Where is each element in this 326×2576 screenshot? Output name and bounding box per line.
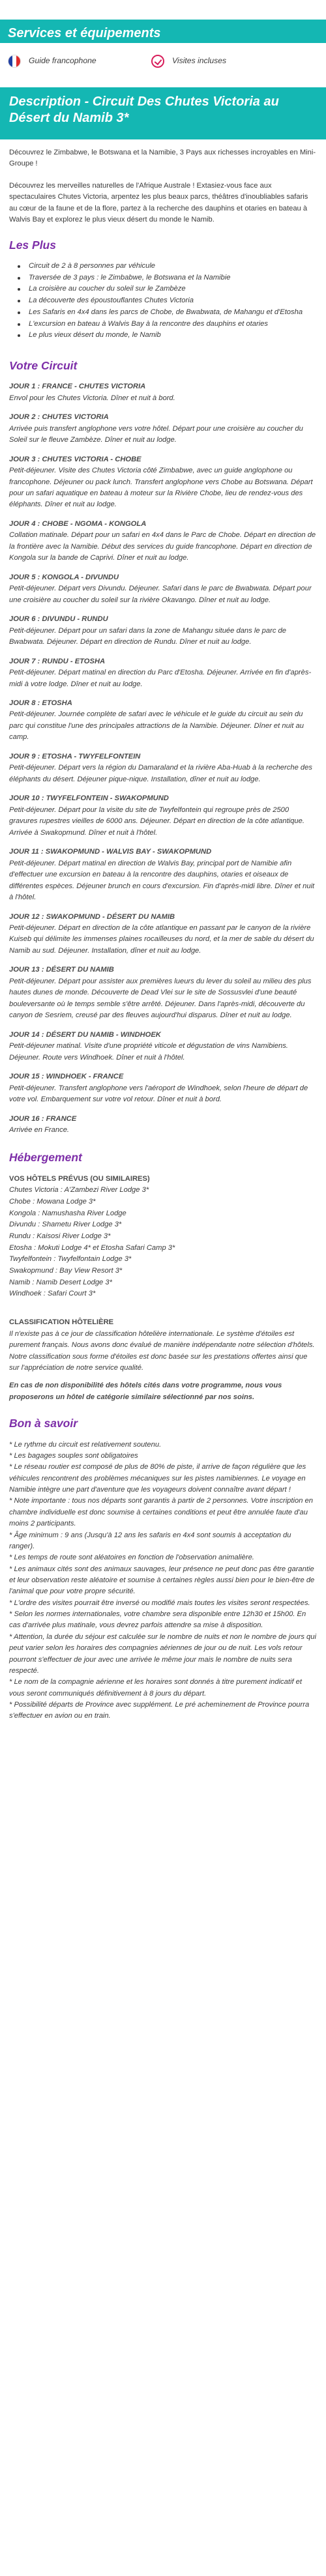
itinerary-day [9,412,317,446]
note-item: * Possibilité départs de Province avec supplément. Le pré acheminement de Province pourra s'effectuer en avion ou en train. [9,1700,310,1720]
day-text: Envol pour les Chutes Victoria. Dîner et nuit à bord. [9,394,175,402]
note-item: * Selon les normes internationales, votre chambre sera disponible entre 12h30 et 15h00. En cas d'arrivée plus matinale, vous devrez parfois attendre sa mise à disposition. [9,1610,306,1630]
day-text: Petit-déjeuner matinal. Visite d'une propriété viticole et dégustation de vins Namibiens. Déjeuner. Route vers Windhoek. Dîner et nuit à l'hôtel. [9,1042,288,1062]
hotel-item: Kongola : Namushasha River Lodge [9,1209,126,1217]
note-item: * Note importante : tous nos départs sont garantis à partir de 2 personnes. Votre inscription en chambre individuelle est donc soumise à certaines conditions et peut être annulée faute d'au moins 2 participants. [9,1497,313,1528]
itinerary-day [9,656,317,690]
hotel-item: Chobe : Mowana Lodge 3* [9,1197,96,1206]
day-title: JOUR 1 : FRANCE - CHUTES VICTORIA [9,383,146,391]
accommodation-title: Hébergement [9,1151,82,1165]
note-item: * Attention, la durée du séjour est calculée sur le nombre de nuits et non le nombre de jours qui peut varier selon les horaires des compagnies aériennes de jour ou de nuit. Les vols retour pourront s'effectuer de jour avec une arrivée le même jour mais le nombre de nuits sera respecté. [9,1632,316,1675]
note-item: * Âge minimum : 9 ans (Jusqu'à 12 ans les safaris en 4x4 sont soumis à acceptation du ranger). [9,1531,291,1550]
highlights-title: Les Plus [9,238,56,252]
day-text: Petit-déjeuner. Départ en direction de la côte atlantique en passant par le canyon de la rivière Kuiseb qui délimite les immenses plaines rocailleuses du nord, et la mer de sable du désert du Namib au sud. Déjeuner. Installation, dîner et nuit au lodge. [9,923,314,955]
itinerary-day [9,1030,317,1064]
highlights-list [9,261,317,341]
highlight-item: L'excursion en bateau à Walvis Bay à la rencontre des dauphins et otaries [9,319,317,330]
hotel-item: Rundu : Kaisosi River Lodge 3* [9,1232,111,1240]
itinerary-day [9,381,317,404]
note-item: * Les temps de route sont aléatoires en fonction de l'observation animalière. [9,1554,254,1562]
description-title: Description - Circuit Des Chutes Victoria au Désert du Namib 3* [9,94,279,126]
day-text: Petit-déjeuner. Départ matinal en direction de Walvis Bay, principal port de Namibie afin d'effectuer une excursion en bateau à la rencontre des dauphins, otaries et oiseaux de différentes espèces. Déjeuner brunch en cours d'excursion. Fin d'après-midi libre. Dîner et nuit à l'hôtel. [9,859,315,902]
highlight-item: Les Safaris en 4x4 dans les parcs de Chobe, de Bwabwata, de Mahangu et d'Etosha [9,307,317,319]
day-text: Collation matinale. Départ pour un safari en 4x4 dans le Parc de Chobe. Départ en direction de la frontière avec la Namibie. Début des services du guide francophone. Départ en direction de Kongola sur la bande de Caprivi. Dîner et nuit au lodge. [9,531,316,562]
day-title: JOUR 13 : DÉSERT DU NAMIB [9,966,114,974]
good-to-know-title: Bon à savoir [9,1417,78,1430]
hotel-item: Namib : Namib Desert Lodge 3* [9,1278,112,1286]
itinerary-day [9,614,317,648]
day-title: JOUR 16 : FRANCE [9,1114,77,1123]
french-flag-icon [8,55,21,68]
day-text: Petit-déjeuner. Visite des Chutes Victoria côté Zimbabwe, avec un guide anglophone ou francophone. Déjeuner ou pack lunch. Transfert anglophone vers Chobe au Botswana. Départ pour un safari aquatique en bateau à moteur sur la Rivière Chobe, lieu de rendez-vous des éléphants. Dîner et nuit au lodge. [9,467,313,509]
day-title: JOUR 12 : SWAKOPMUND - DÉSERT DU NAMIB [9,912,175,921]
day-title: JOUR 8 : ETOSHA [9,699,72,707]
services-header [0,20,326,43]
hotel-item: Chutes Victoria : A'Zambezi River Lodge 3* [9,1186,149,1194]
itinerary-title: Votre Circuit [9,358,78,372]
day-text: Petit-déjeuner. Départ matinal en direction du Parc d'Etosha. Déjeuner. Arrivée en fin d'après-midi à votre lodge. Dîner et nuit au lodge. [9,669,312,688]
day-text: Petit-déjeuner. Départ vers Divundu. Déjeuner. Safari dans le parc de Bwabwata. Départ pour une croisière au coucher du soleil sur la rivière Okavango. Dîner et nuit au lodge. [9,585,312,604]
highlight-item: Traversée de 3 pays : le Zimbabwe, le Botswana et la Namibie [9,272,317,284]
itinerary-day [9,912,317,957]
day-text: Petit-déjeuner. Départ pour assister aux premières lueurs du lever du soleil au milieu des plus hautes dunes de monde. Découverte de Dead Vlei sur le site de Sossusvlei d'une beauté bouleversante où le temps semble s'être arrêté. Déjeuner. Dans l'après-midi, découverte du canyon de Sesriem, creusé par des fleuves aujourd'hui disparus. Dîner et nuit au lodge. [9,977,312,1020]
day-text: Arrivée puis transfert anglophone vers votre hôtel. Départ pour une croisière au coucher du Soleil sur le fleuve Zambèze. Dîner et nuit au lodge. [9,424,303,444]
classification-title: CLASSIFICATION HÔTELIÈRE [9,1318,114,1327]
highlight-item: La découverte des époustouflantes Chutes Victoria [9,295,317,307]
description-body: Découvrez les merveilles naturelles de l'Afrique Australe ! Extasiez-vous face aux spectaculaires Chutes Victoria, arpentez les plus beaux parcs, théâtres d'inoubliables safaris au cœur de la faune et de la flore, partez à la recherche des dauphins et otaries en bateau à Walvis Bay et explorez le plus vieux désert du monde le Namib. [9,181,308,224]
day-title: JOUR 2 : CHUTES VICTORIA [9,413,109,422]
hotel-item: Twyfelfontein : Twyfelfontain Lodge 3* [9,1255,132,1264]
itinerary-day [9,572,317,606]
itinerary-day [9,847,317,903]
day-title: JOUR 6 : DIVUNDU - RUNDU [9,615,108,624]
day-title: JOUR 10 : TWYFELFONTEIN - SWAKOPMUND [9,794,169,803]
itinerary-day [9,519,317,564]
description-header [0,87,326,139]
day-title: JOUR 15 : WINDHOEK - FRANCE [9,1073,124,1081]
day-text: Petit-déjeuner. Transfert anglophone vers l'aéroport de Windhoek, selon l'heure de départ de votre vol. Embarquement sur votre vol retour. Dîner et nuit à bord. [9,1084,308,1104]
classification-notice: En cas de non disponibilité des hôtels cités dans votre programme, nous vous proposerons un hôtel de catégorie similaire sélectionné par nos soins. [9,1382,282,1401]
main-content [0,139,326,1722]
hotel-item: Divundu : Shametu River Lodge 3* [9,1221,122,1229]
service-item-guide [8,55,151,68]
day-title: JOUR 5 : KONGOLA - DIVUNDU [9,573,119,581]
day-text: Arrivée en France. [9,1126,70,1134]
day-title: JOUR 7 : RUNDU - ETOSHA [9,657,106,665]
highlight-item: Circuit de 2 à 8 personnes par véhicule [9,261,317,272]
itinerary-day [9,698,317,744]
itinerary-day [9,793,317,839]
note-item: * Le rythme du circuit est relativement soutenu. [9,1440,162,1449]
note-item: * L'ordre des visites pourrait être inversé ou modifié mais toutes les visites seront respectées. [9,1599,310,1607]
day-text: Petit-déjeuner. Départ pour la visite du site de Twyfelfontein qui regroupe près de 2500 gravures rupestres vieilles de 6000 ans. Déjeuner. Départ en direction de la côte atlantique. Arrivée à Swakopmund. Dîner et nuit à l'hôtel. [9,805,304,837]
itinerary-day [9,1071,317,1105]
visits-included-icon [151,55,164,68]
hotel-item: Swakopmund : Bay View Resort 3* [9,1267,123,1275]
highlight-item: La croisière au coucher du soleil sur le Zambèze [9,283,317,295]
classification-text: Il n'existe pas à ce jour de classification hôtelière internationale. Le système d'étoiles est purement français. Nous avons donc évalué de manière indépendante notre sélection d'hôtels. Notre classification sous forme d'étoiles est donc basée sur les prestations offertes ainsi que sur l'appréciation de notre service qualité. [9,1329,315,1372]
day-title: JOUR 14 : DÉSERT DU NAMIB - WINDHOEK [9,1030,161,1039]
itinerary-day [9,964,317,1021]
hotel-item: Etosha : Mokuti Lodge 4* et Etosha Safari Camp 3* [9,1243,175,1252]
itinerary-day [9,751,317,785]
hotels-title: VOS HÔTELS PRÉVUS (OU SIMILAIRES) [9,1174,150,1183]
note-item: * Les bagages souples sont obligatoires [9,1452,138,1460]
note-item: * Le nom de la compagnie aérienne et les horaires sont donnés à titre purement indicatif et vous seront communiqués définitivement à 8 jours du départ. [9,1678,303,1698]
service-label-visits: Visites incluses [172,56,227,66]
day-title: JOUR 3 : CHUTES VICTORIA - CHOBE [9,455,141,463]
note-item: * Les animaux cités sont des animaux sauvages, leur présence ne peut donc pas être garantie et leur observation reste aléatoire et soumise à certaines règles aussi bien pour le bien-être de l'animal que pour votre propre sécurité. [9,1565,315,1596]
day-title: JOUR 11 : SWAKOPMUND - WALVIS BAY - SWAKOPMUND [9,848,212,856]
itinerary-day [9,1114,317,1136]
day-text: Petit-déjeuner. Départ vers la région du Damaraland et la rivière Aba-Huab à la recherche des éléphants du désert. Déjeuner pique-nique. Installation, dîner et nuit au lodge. [9,764,312,783]
itinerary-day [9,454,317,511]
hotels-list [9,1185,317,1300]
day-text: Petit-déjeuner. Départ pour un safari dans la zone de Mahangu située dans le parc de Bwabwata. Déjeuner. Départ en direction de Rundu. Dîner et nuit au lodge. [9,626,286,646]
highlight-item: Le plus vieux désert du monde, le Namib [9,330,317,341]
hotel-item: Windhoek : Safari Court 3* [9,1290,96,1298]
services-row [0,43,326,80]
service-item-visits [151,55,295,68]
note-item: * Le réseau routier est composé de plus de 80% de piste, il arrive de façon régulière que les véhicules rencontrent des problèmes mécaniques sur les pistes namibiennes. Le voyage en Namibie intègre une part d'aventure que les voyageurs doivent connaître avant départ ! [9,1463,306,1494]
services-title: Services et équipements [8,26,161,40]
service-label-guide: Guide francophone [29,56,96,66]
day-text: Petit-déjeuner. Journée complète de safari avec le véhicule et le guide du circuit au sein du parc qui constitue l'une des principales attractions de la Namibie. Déjeuner. Dîner et nuit au camp. [9,710,304,742]
description-intro: Découvrez le Zimbabwe, le Botswana et la Namibie, 3 Pays aux richesses incroyables en Mini-Groupe ! [9,149,316,168]
day-title: JOUR 4 : CHOBE - NGOMA - KONGOLA [9,519,147,528]
day-title: JOUR 9 : ETOSHA - TWYFELFONTEIN [9,752,141,760]
notes-list [9,1440,317,1722]
